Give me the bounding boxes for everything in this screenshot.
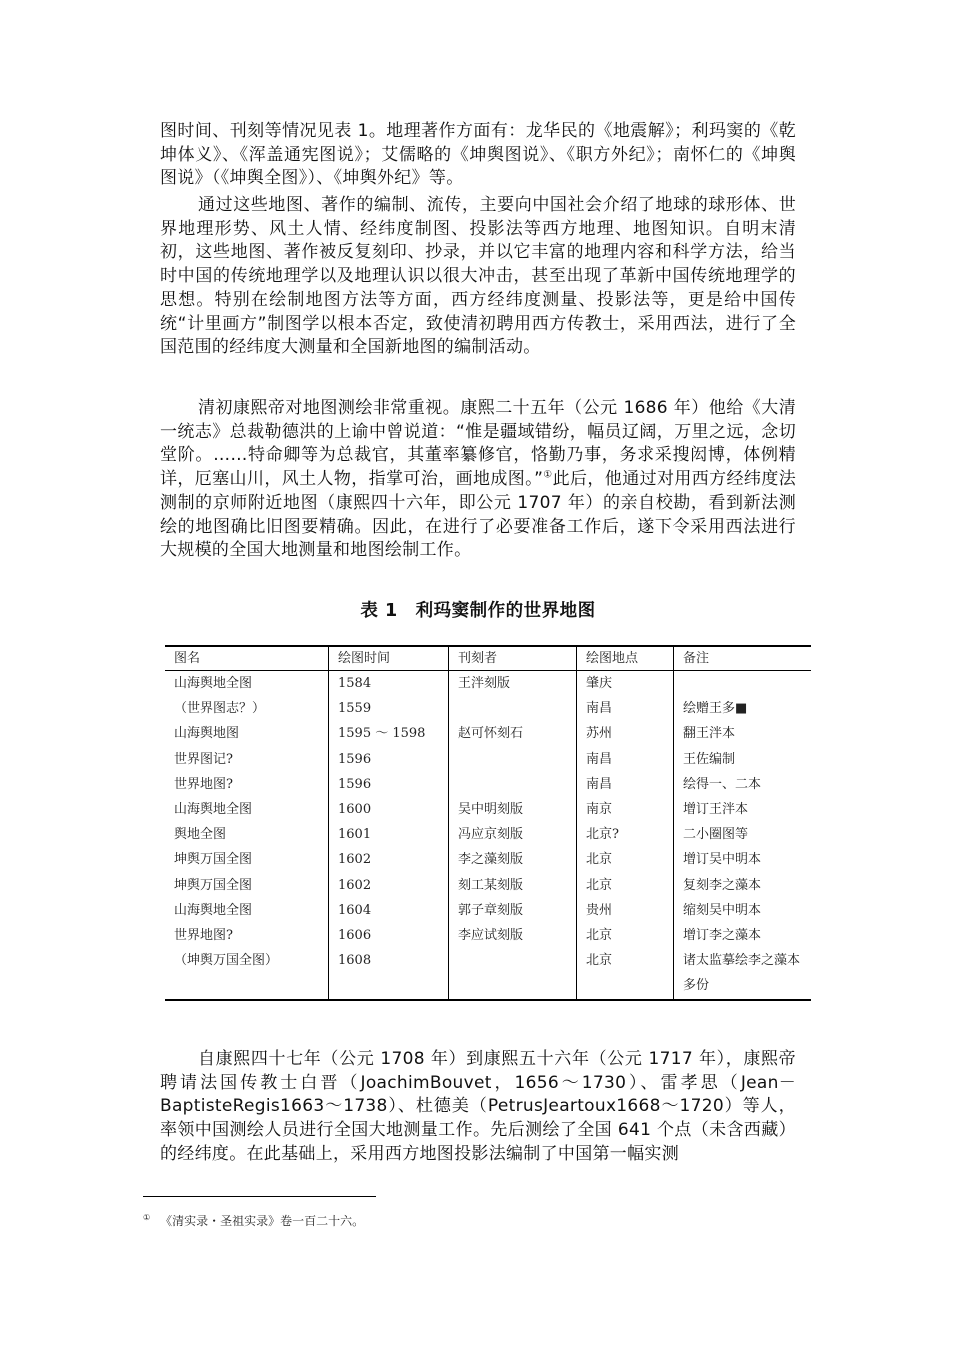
cell-engraver: 李之藻刻版 [449,847,577,872]
cell-location: 北京 [577,923,674,948]
paragraph-2: 通过这些地图、著作的编制、流传，主要向中国社会介绍了地球的球形体、世界地理形势、风土人情、经纬度制图、投影法等西方地理、地图知识。自明末清初，这些地图、著作被反复刻印、抄录，并以它丰富的地理内容和科学方法，给当时中国的传统地理学以及地理认识以很大冲击，甚至出现了革新中国传统地理学的思想。特别在绘制地图方法等方面，西方经纬度测量、投影法等，更是给中国传统“计里画方”制图学以根本否定，致使清初聘用西方传教士，采用西法，进行了全国范围的经纬度大测量和全国新地图的编制活动。 [160,195,796,358]
cell-map-name: 山海舆地全图 [174,676,253,691]
cell-engraver: 郭子章刻版 [449,898,577,923]
cell-remarks: 增订吴中明本 [674,847,812,872]
cell-location: 南昌 [577,696,674,721]
table-row [165,671,811,697]
footnote-reference[interactable]: ① [543,469,553,481]
cell-remarks: 绘得一、二本 [674,772,812,797]
cell-remarks: 绘赠王多■ [674,696,812,721]
cell-location: 南京 [577,797,674,822]
cell-date: 1602 [329,873,449,898]
paragraph-3-part-2: 此后，他通过对用西方经纬度法测制的京师附近地图（康熙四十六年，即公元 1707 年）的亲自校勘，看到新法测绘的地图确比旧图要精确。因此，在进行了必要准备工作后，遂下令采用西法进行大规模的全国大地测量和地图绘制工作。 [160,469,797,561]
cell-location: 南昌 [577,747,674,772]
cell-remarks [674,671,812,697]
cell-engraver [449,772,577,797]
header-date: 绘图时间 [329,646,449,671]
cell-engraver [449,696,577,721]
cell-date: 1596 [329,772,449,797]
table-row [165,847,811,872]
cell-remarks: 增订王泮本 [674,797,812,822]
table-row [165,948,811,999]
cell-remarks: 增订李之藻本 [674,923,812,948]
cell-engraver: 王泮刻版 [449,671,577,697]
table-header-row [165,646,811,671]
cell-location: 贵州 [577,898,674,923]
cell-location: 苏州 [577,721,674,746]
table-row [165,747,811,772]
table-row [165,721,811,746]
footnote [143,1212,364,1229]
cell-map-name: 山海舆地全图 [174,802,253,818]
cell-remarks: 复刻李之藻本 [674,873,812,898]
table-row [165,873,811,898]
cell-date: 1604 [329,898,449,923]
cell-remarks: 王佐编制 [674,747,812,772]
cell-location: 北京 [577,847,674,872]
cell-engraver: 刻工某刻版 [449,873,577,898]
table-row [165,923,811,948]
paragraph-4: 自康熙四十七年（公元 1708 年）到康熙五十六年（公元 1717 年），康熙帝聘请法国传教士白晋（JoachimBouvet，1656～1730）、雷孝思（Jean－BaptisteRegis1663～1738）、杜德美（PetrusJeartoux1668～1720）等人，率领中国测绘人员进行全国大地测量工作。先后测绘了全国 641 个点（未含西藏）的经纬度。在此基础上，采用西方地图投影法编制了中国第一幅实测 [160,1049,796,1164]
cell-map-name: 舆地全图 [174,827,227,843]
cell-remarks: 缩刻吴中明本 [674,898,812,923]
table-title: 表 1 利玛窦制作的世界地图 [360,601,596,621]
cell-date: 1595 ～ 1598 [329,721,449,746]
cell-remarks: 二小圈图等 [674,822,812,847]
paragraph-3 [160,397,796,563]
table-row [165,898,811,923]
cell-engraver: 冯应京刻版 [449,822,577,847]
cell-location: 南昌 [577,772,674,797]
cell-engraver: 赵可怀刻石 [449,721,577,746]
cell-map-name: 世界地图? [174,776,233,792]
paragraph-3-part-1: 清初康熙帝对地图测绘非常重视。康熙二十五年（公元 1686 年）他给《大清一统志》总裁勒德洪的上谕中曾说道：“惟是疆域错纷，幅员辽阔，万里之远，念切堂阶。……特命卿等为总裁官，其董率纂修官，恪勤乃事，务求采搜闳博，体例精详，厄塞山川，风土人物，指掌可治，画地成图。” [160,398,796,490]
cell-date: 1596 [329,747,449,772]
cell-remarks: 诸太监摹绘李之藻本多份 [674,948,812,999]
cell-date: 1601 [329,822,449,847]
cell-location: 北京 [577,948,674,999]
footnote-mark: ① [143,1213,151,1222]
cell-date: 1608 [329,948,449,999]
cell-map-name: （坤舆万国全图） [165,948,329,999]
cell-engraver [449,747,577,772]
header-map-name: 图名 [165,646,329,671]
cell-map-name: 坤舆万国全图 [174,877,253,893]
cell-remarks: 翻王泮本 [674,721,812,746]
cell-location: 北京? [577,822,674,847]
cell-engraver [449,948,577,999]
footnote-divider [143,1196,376,1197]
cell-date: 1602 [329,847,449,872]
table-row [165,696,811,721]
cell-engraver: 李应试刻版 [449,923,577,948]
table-row [165,772,811,797]
cell-map-name: 世界地图? [174,928,233,944]
world-maps-table [165,645,811,1001]
header-remarks: 备注 [674,646,812,671]
cell-map-name: 山海舆地全图 [174,902,253,918]
cell-map-name: （世界图志？） [174,701,266,717]
table-row [165,822,811,847]
table-row [165,797,811,822]
header-engraver: 刊刻者 [449,646,577,671]
cell-location: 北京 [577,873,674,898]
footnote-text: 《清实录・圣祖实录》卷一百二十六。 [160,1214,365,1228]
header-location: 绘图地点 [577,646,674,671]
cell-date: 1559 [329,696,449,721]
cell-date: 1606 [329,923,449,948]
cell-map-name: 世界图记? [174,751,233,767]
cell-date: 1600 [329,797,449,822]
cell-map-name: 山海舆地图 [174,726,240,742]
cell-location: 肇庆 [577,671,674,697]
paragraph-1: 图时间、刊刻等情况见表 1。地理著作方面有：龙华民的《地震解》；利玛窦的《乾坤体义》、《浑盖通宪图说》；艾儒略的《坤舆图说》、《职方外纪》；南怀仁的《坤舆图说》（《坤舆全图》）、《坤舆外纪》等。 [160,121,796,189]
cell-map-name: 坤舆万国全图 [174,852,253,868]
cell-date: 1584 [329,671,449,697]
cell-engraver: 吴中明刻版 [449,797,577,822]
